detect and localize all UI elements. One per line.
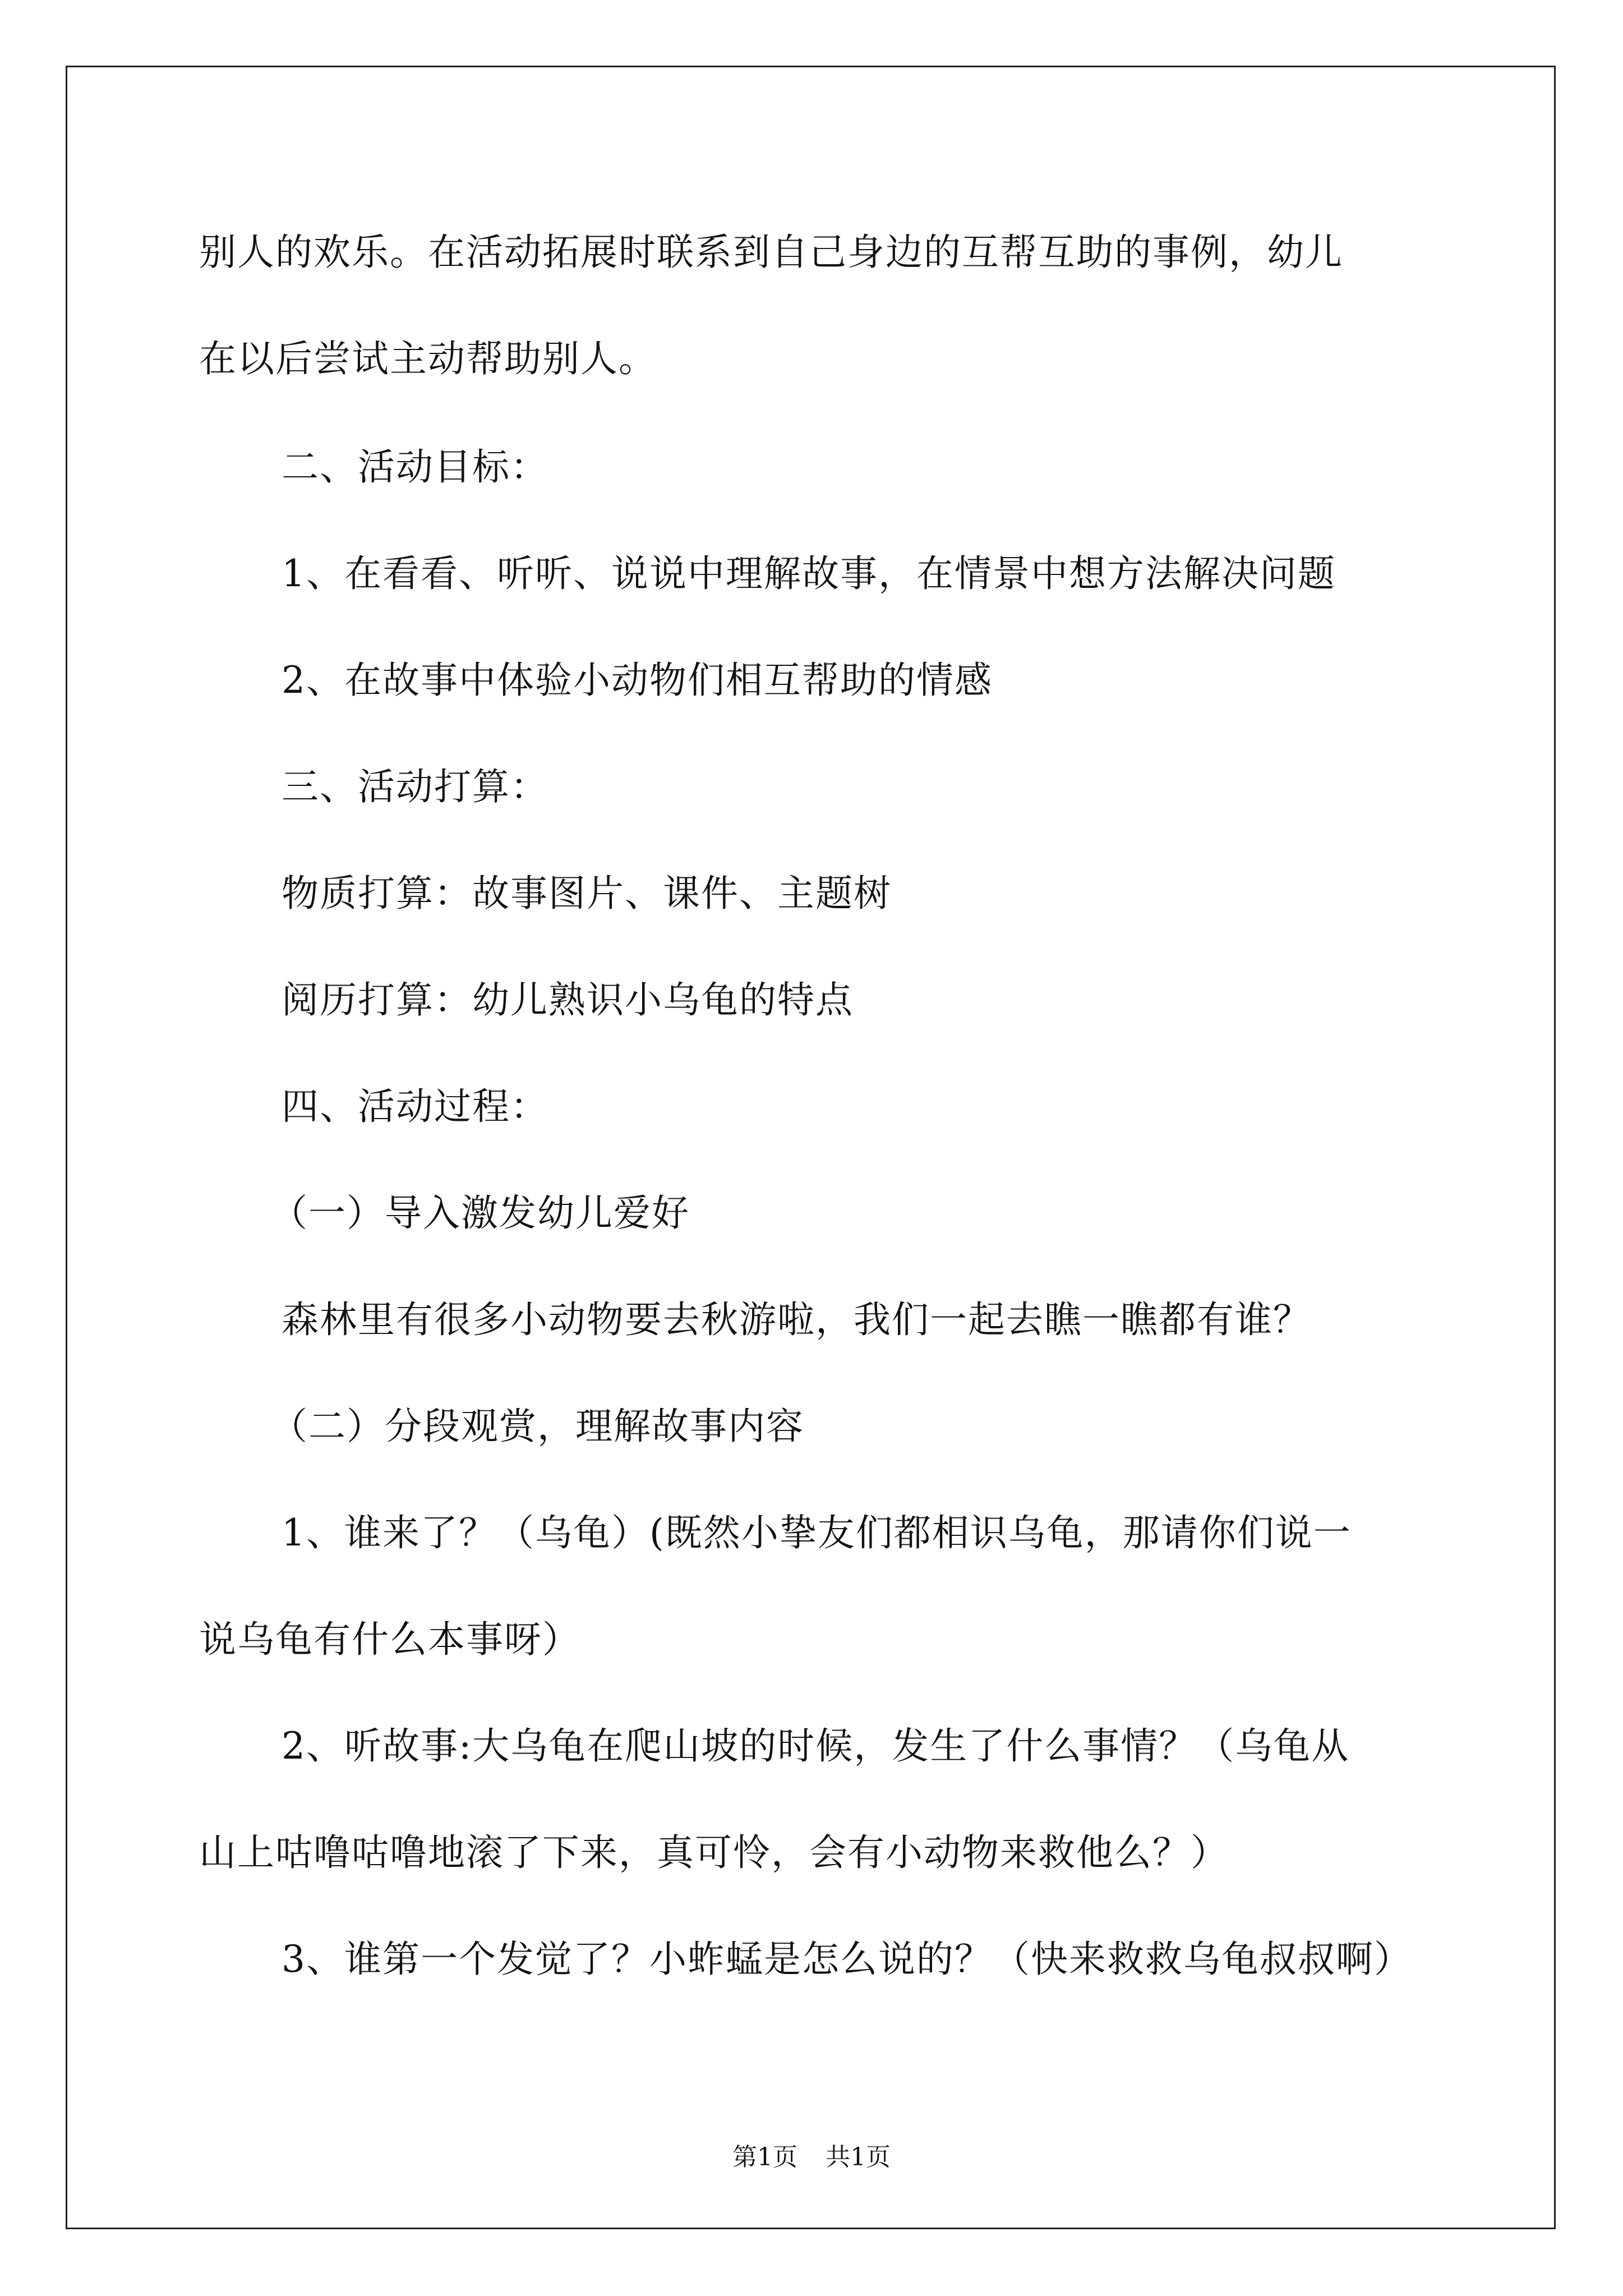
paragraph-line: 在以后尝试主动帮助别人。	[199, 337, 657, 380]
section-heading: 三、活动打算：	[282, 765, 548, 808]
page-footer	[0, 2142, 1623, 2173]
paragraph-line: 说乌龟有什么本事呀）	[199, 1618, 580, 1661]
paragraph-line: 森林里有很多小动物要去秋游啦，我们一起去瞧一瞧都有谁？	[282, 1298, 1311, 1341]
page-border	[66, 66, 1556, 2229]
subsection-heading: （一）导入激发幼儿爱好	[270, 1191, 690, 1235]
section-heading: 二、活动目标：	[282, 445, 548, 489]
subsection-heading: （二）分段观赏，理解故事内容	[270, 1405, 804, 1448]
paragraph-line: 1、谁来了？（乌龟）(既然小挚友们都相识乌龟，那请你们说一	[282, 1511, 1352, 1554]
paragraph-line: 1、在看看、听听、说说中理解故事，在情景中想方法解决问题	[282, 552, 1336, 595]
paragraph-line: 2、在故事中体验小动物们相互帮助的情感	[282, 659, 993, 702]
paragraph-line: 阅历打算：幼儿熟识小乌龟的特点	[282, 978, 854, 1022]
page-total: 共1页	[826, 2143, 891, 2171]
paragraph-line: 山上咕噜咕噜地滚了下来，真可怜，会有小动物来救他么？）	[199, 1831, 1229, 1874]
paragraph-line: 别人的欢乐。在活动拓展时联系到自己身边的互帮互助的事例，幼儿	[199, 231, 1343, 274]
section-heading: 四、活动过程：	[282, 1085, 548, 1128]
paragraph-line: 物质打算：故事图片、课件、主题树	[282, 872, 892, 915]
paragraph-line: 3、谁第一个发觉了？小蚱蜢是怎么说的？（快来救救乌龟叔叔啊）	[282, 1938, 1412, 1981]
paragraph-line: 2、听故事:大乌龟在爬山坡的时候，发生了什么事情？（乌龟从	[282, 1724, 1350, 1768]
page-number: 第1页	[732, 2143, 797, 2171]
